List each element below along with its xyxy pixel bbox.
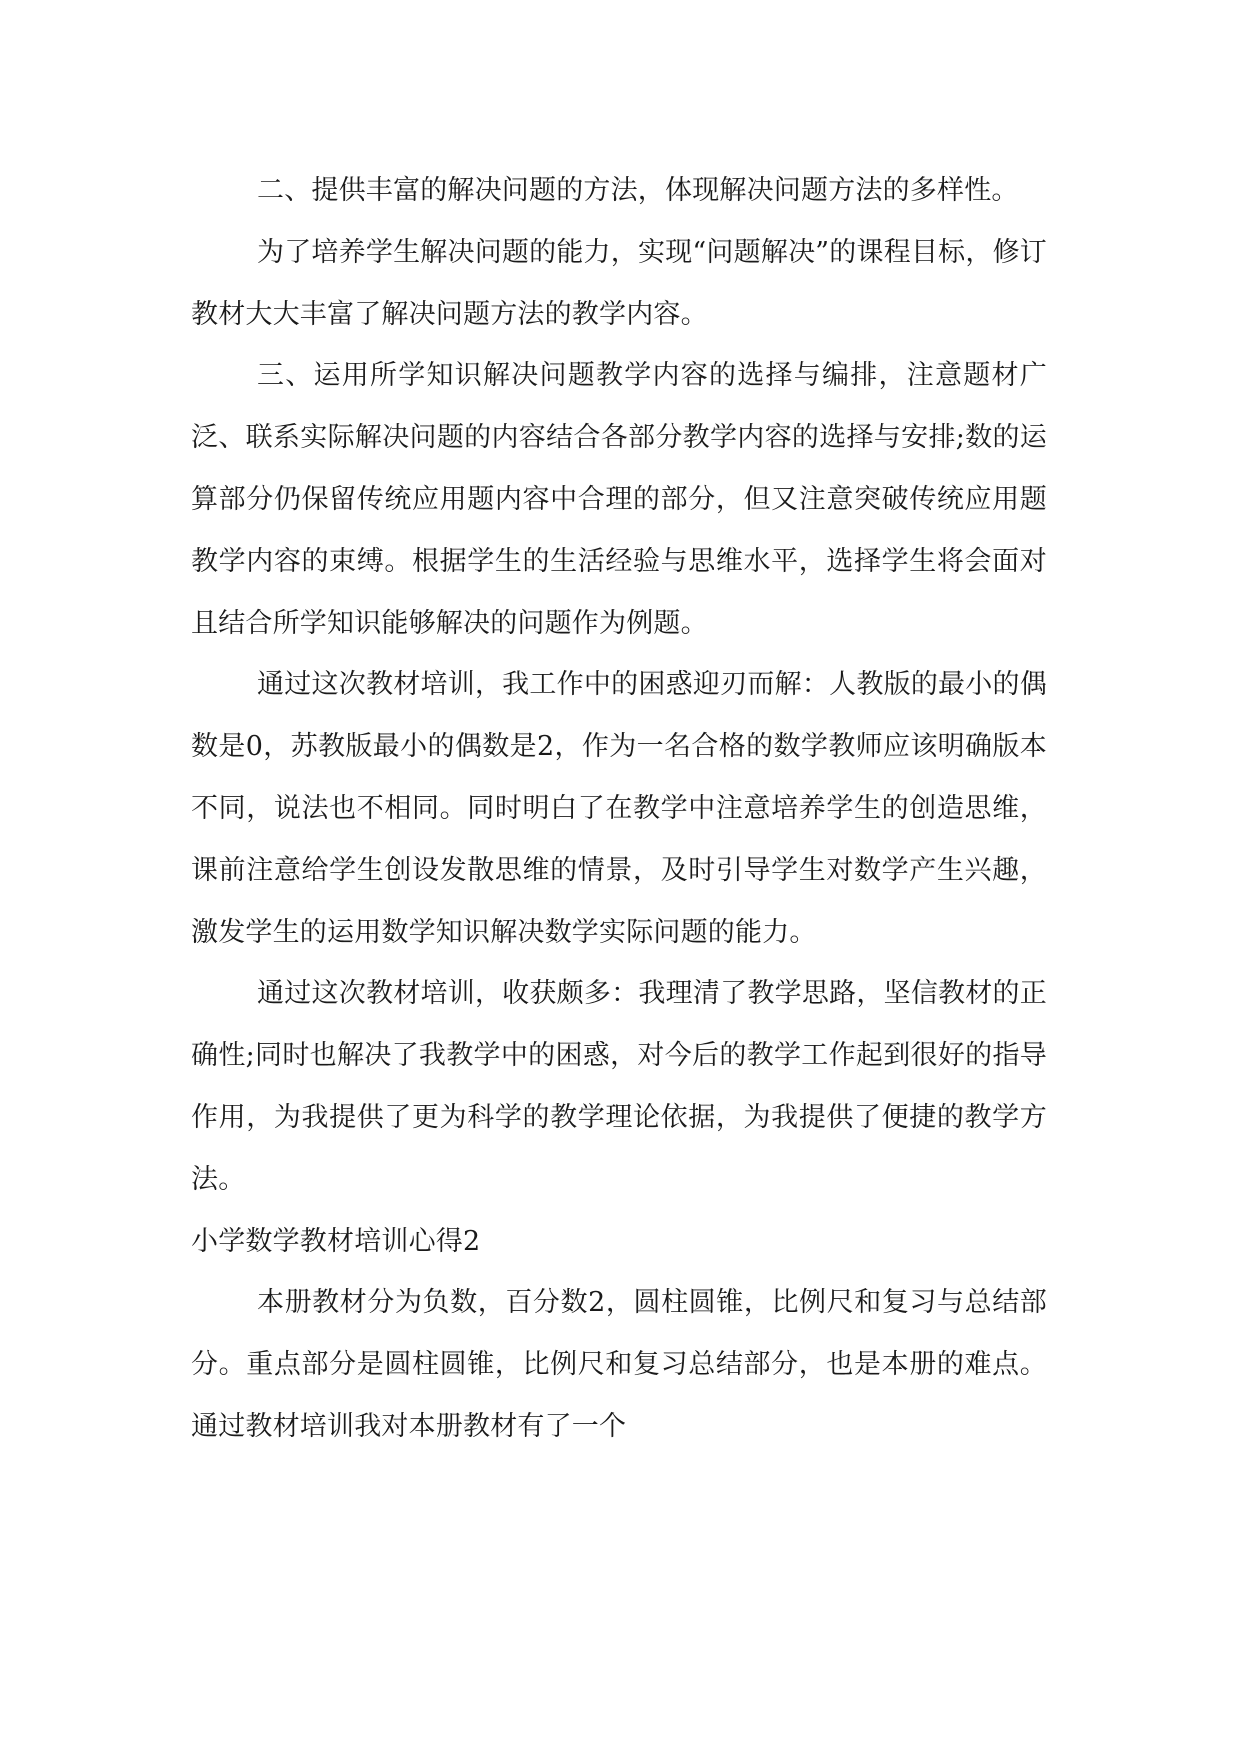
paragraph-section-two: 二、提供丰富的解决问题的方法，体现解决问题方法的多样性。 — [257, 175, 1019, 206]
paragraph-problem-solving-goal: 为了培养学生解决问题的能力，实现“问题解决”的课程目标，修订教材大大丰富了解决问题方法的教学内容。 — [191, 236, 1047, 330]
section-heading: 小学数学教材培训心得2 — [191, 1225, 481, 1257]
paragraph-training-harvest: 通过这次教材培训，收获颇多：我理清了教学思路，坚信教材的正确性;同时也解决了我教学中的困惑，对今后的教学工作起到很好的指导作用，为我提供了更为科学的教学理论依据，为我提供了便捷的教学方法。 — [191, 978, 1047, 1195]
paragraph-textbook-overview: 本册教材分为负数，百分数2，圆柱圆锥，比例尺和复习与总结部分。重点部分是圆柱圆锥，比例尺和复习总结部分，也是本册的难点。通过教材培训我对本册教材有了一个 — [191, 1287, 1047, 1442]
paragraph-section-three: 三、运用所学知识解决问题教学内容的选择与编排，注意题材广泛、联系实际解决问题的内容结合各部分教学内容的选择与安排;数的运算部分仍保留传统应用题内容中合理的部分，但又注意突破传统应用题教学内容的束缚。根据学生的生活经验与思维水平，选择学生将会面对且结合所学知识能够解决的问题作为例题。 — [191, 360, 1047, 639]
document-body — [191, 160, 1047, 1458]
paragraph-training-confusion: 通过这次教材培训，我工作中的困惑迎刃而解：人教版的最小的偶数是0，苏教版最小的偶数是2，作为一名合格的数学教师应该明确版本不同，说法也不相同。同时明白了在教学中注意培养学生的创造思维，课前注意给学生创设发散思维的情景，及时引导学生对数学产生兴趣，激发学生的运用数学知识解决数学实际问题的能力。 — [191, 669, 1047, 948]
